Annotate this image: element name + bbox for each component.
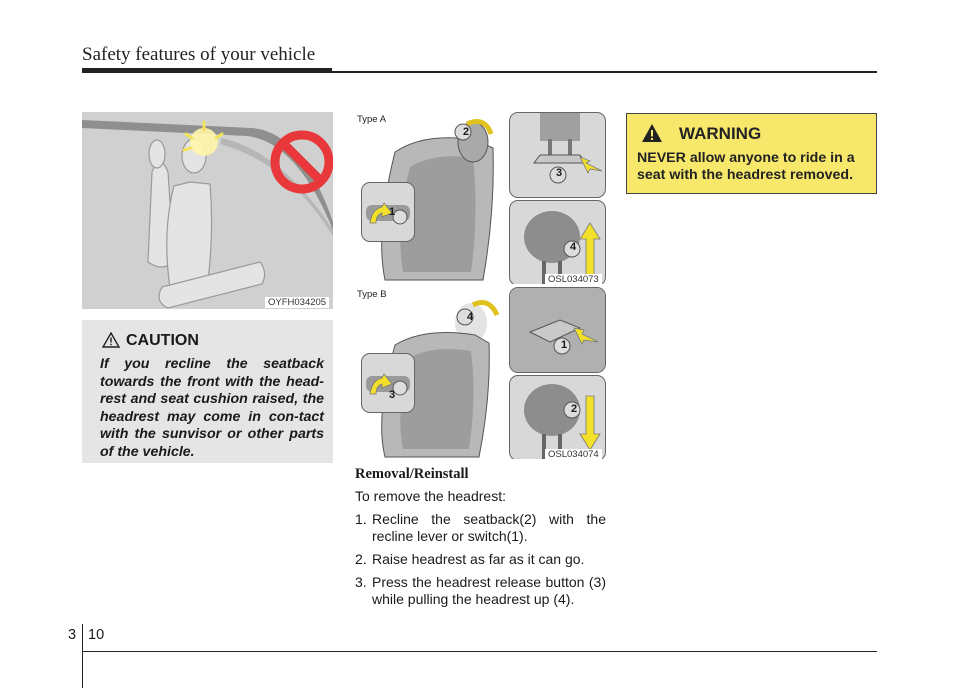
- warning-box: [626, 113, 877, 194]
- list-item: [355, 551, 606, 568]
- warning-title: WARNING: [679, 124, 762, 143]
- list-item: [355, 511, 606, 545]
- figure-code-left: OYFH034205: [265, 297, 329, 308]
- figure-code-type-a: OSL034073: [545, 274, 602, 284]
- seat-windshield-drawing: [82, 112, 333, 309]
- type-b-figure: [355, 287, 606, 459]
- caution-box: [82, 320, 333, 463]
- type-a-figure: [355, 112, 606, 284]
- step-text: Raise headrest as far as it can go.: [372, 551, 585, 567]
- type-a-callout: 3: [556, 167, 563, 179]
- type-a-label: Type A: [357, 114, 387, 125]
- step-number: 3.: [355, 574, 367, 590]
- footer-divider-vertical: [82, 624, 83, 688]
- type-b-callout: 3: [389, 389, 396, 401]
- type-a-callout: 1: [389, 206, 396, 218]
- type-a-callout: 4: [570, 241, 577, 253]
- caution-title: CAUTION: [126, 332, 199, 349]
- footer-rule: [82, 651, 877, 652]
- list-item: [355, 574, 606, 608]
- caution-text: If you recline the seatback towards the front with the head-rest and seat cushion raised, the headrest may come in con-tact with the sunvisor or other parts of the vehicle.: [100, 356, 324, 460]
- page-number: 10: [88, 627, 105, 643]
- removal-intro: To remove the headrest:: [355, 488, 506, 504]
- type-a-callout: 2: [463, 126, 470, 138]
- type-b-label: Type B: [357, 289, 387, 300]
- warning-triangle-icon: [641, 123, 663, 143]
- removal-section: [355, 466, 606, 608]
- section-number: 3: [68, 627, 77, 643]
- headrest-sunvisor-illustration: [82, 112, 333, 309]
- type-b-callout: 4: [467, 311, 474, 323]
- caution-triangle-icon: [102, 332, 120, 348]
- type-b-callout: 2: [571, 403, 578, 415]
- page-header-title: Safety features of your vehicle: [82, 44, 316, 65]
- step-number: 1.: [355, 511, 367, 527]
- step-text: Press the headrest release button (3) while pulling the headrest up (4).: [372, 574, 606, 607]
- figure-code-type-b: OSL034074: [545, 449, 602, 459]
- step-number: 2.: [355, 551, 367, 567]
- header-rule-thin: [82, 71, 877, 73]
- step-text: Recline the seatback(2) with the recline lever or switch(1).: [372, 511, 606, 544]
- removal-heading: Removal/Reinstall: [355, 466, 469, 482]
- type-b-callout: 1: [561, 339, 568, 351]
- warning-text: NEVER allow anyone to ride in a seat with the headrest removed.: [637, 150, 855, 183]
